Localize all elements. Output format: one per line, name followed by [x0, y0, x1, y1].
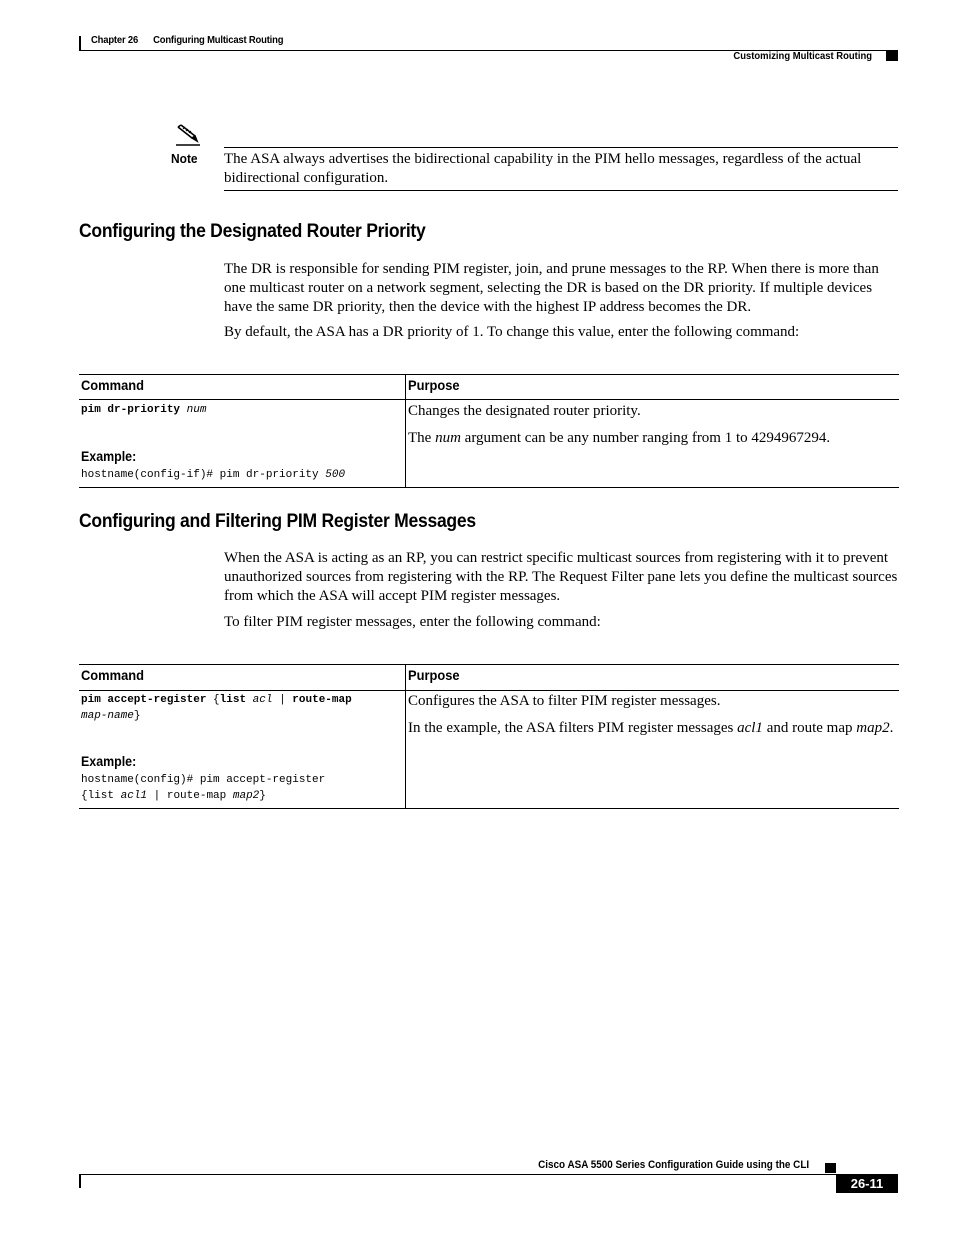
- example-argument: 500: [325, 469, 346, 481]
- table-column-divider: [405, 374, 406, 488]
- example-command: [81, 467, 345, 483]
- command-keyword: pim dr-priority: [81, 404, 181, 416]
- purpose-line-1: Configures the ASA to filter PIM register messages.: [408, 693, 721, 709]
- section-heading-dr-priority: Configuring the Designated Router Priority: [79, 220, 426, 242]
- table-column-divider: [405, 664, 406, 809]
- chapter-number: Chapter 26: [91, 34, 139, 46]
- running-header-section: Customizing Multicast Routing: [733, 50, 872, 62]
- section2-paragraph-1: When the ASA is acting as an RP, you can restrict specific multicast sources from registering with it to prevent unauthorized sources from registering with the RP. The Request Filter pane lets you define the multicast sources from which the ASA will accept PIM register messages.: [224, 550, 898, 604]
- table-rule-header: [79, 690, 899, 691]
- accept-register-command-table: [79, 664, 899, 809]
- table-rule-header: [79, 399, 899, 400]
- header-rule-vertical: [79, 36, 81, 50]
- table-rule-bottom: [79, 808, 899, 809]
- purpose-cell: [408, 402, 896, 456]
- command-syntax: pim accept-register {list acl | route-map map-name}: [81, 694, 352, 722]
- command-argument: num: [186, 404, 207, 416]
- purpose-line-2: The num argument can be any number ranging from 1 to 4294967294.: [408, 430, 831, 446]
- section2-paragraph-2: To filter PIM register messages, enter the following command:: [224, 614, 601, 630]
- column-header-command: Command: [81, 667, 144, 683]
- running-header-left: [91, 34, 296, 46]
- purpose-line-2: In the example, the ASA filters PIM register messages acl1 and route map map2.: [408, 720, 894, 736]
- page-number: 26-11: [836, 1175, 898, 1193]
- note-text: The ASA always advertises the bidirectional capability in the PIM hello messages, regardless of the actual bidirectional configuration.: [224, 151, 862, 186]
- purpose-line-1: Changes the designated router priority.: [408, 403, 641, 419]
- table-rule-top: [79, 374, 899, 375]
- command-syntax: [81, 402, 206, 418]
- purpose-cell: [408, 692, 896, 746]
- column-header-command: Command: [81, 377, 144, 393]
- footer-guide-title: Cisco ASA 5500 Series Configuration Guide using the CLI: [537, 1159, 809, 1171]
- example-label: Example:: [81, 449, 137, 464]
- example-prefix: hostname(config-if)# pim dr-priority: [81, 469, 319, 481]
- chapter-title: Configuring Multicast Routing: [153, 34, 284, 46]
- column-header-purpose: Purpose: [408, 667, 460, 683]
- section1-paragraph-2: By default, the ASA has a DR priority of 1. To change this value, enter the following command:: [224, 324, 800, 340]
- dr-priority-command-table: [79, 374, 899, 488]
- column-header-purpose: Purpose: [408, 377, 460, 393]
- example-label: Example:: [81, 754, 137, 769]
- footer-marker: [825, 1163, 836, 1173]
- table-rule-bottom: [79, 487, 899, 488]
- section1-paragraph-1: The DR is responsible for sending PIM register, join, and prune messages to the RP. When there is more than one multicast router on a network segment, selecting the DR is based on the DR priority. If multiple devices have the same DR priority, then the device with the highest IP address becomes the DR.: [224, 261, 879, 315]
- example-command: hostname(config)# pim accept-register {list acl1 | route-map map2}: [81, 774, 326, 802]
- note-label: Note: [171, 151, 198, 166]
- note-pencil-icon: [174, 124, 200, 146]
- footer-rule: [79, 1174, 898, 1175]
- header-marker: [886, 50, 898, 61]
- note-rule-bottom: [224, 190, 898, 191]
- table-rule-top: [79, 664, 899, 665]
- note-rule-top: [224, 147, 898, 148]
- footer-rule-vertical: [79, 1174, 81, 1188]
- section-heading-pim-register: Configuring and Filtering PIM Register Messages: [79, 510, 476, 532]
